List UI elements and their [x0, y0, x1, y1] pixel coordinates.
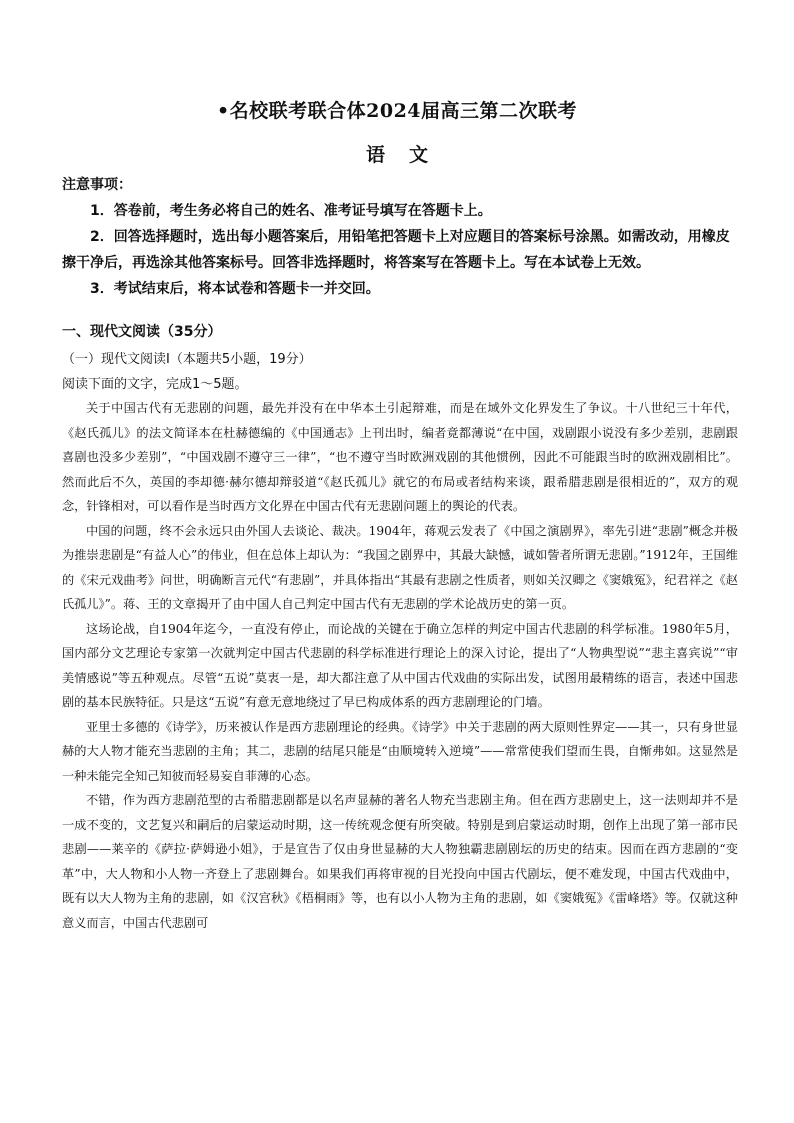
passage-paragraph: 不错，作为西方悲剧范型的古希腊悲剧都是以名声显赫的著名人物充当悲剧主角。但在西方悲剧史上，这一法则却并不是一成不变的，文艺复兴和嗣后的启蒙运动时期，这一传统观念便有所突破。特别是到启蒙运动时期，创作上出现了第一部市民悲剧——莱辛的《萨拉·萨姆逊小姐》，于是宣告了仅由身世显赫的大人物独霸悲剧剧坛的历史的结束。因而在西方悲剧的“变革”中，大人物和小人物一齐登上了悲剧舞台。如果我们再将审视的目光投向中国古代剧坛，便不难发现，中国古代戏曲中，既有以大人物为主角的悲剧，如《汉宫秋》《梧桐雨》等，也有以小人物为主角的悲剧，如《窦娥冤》《雷峰塔》等。仅就这种意义而言，中国古代悲剧可: [62, 793, 738, 930]
notice-item: 2．回答选择题时，选出每小题答案后，用铅笔把答题卡上对应题目的答案标号涂黑。如需改动，用橡皮擦干净后，再选涂其他答案标号。回答非选择题时，将答案写在答题卡上。写在本试卷上无效。: [62, 229, 730, 271]
notice-block: [62, 172, 742, 302]
notice-heading: 注意事项：: [62, 177, 132, 193]
subject-char-1: 语: [365, 144, 385, 166]
reading-passage: [62, 396, 738, 935]
notice-item: 3．考试结束后，将本试卷和答题卡一并交回。: [90, 281, 380, 297]
subject-char-2: 文: [409, 144, 429, 166]
section-heading: 一、现代文阅读（35分）: [62, 324, 222, 340]
subject-title: [0, 140, 794, 167]
passage-paragraph: 亚里士多德的《诗学》，历来被认作是西方悲剧理论的经典。《诗学》中关于悲剧的两大原则性界定——其一，只有身世显赫的大人物才能充当悲剧的主角；其二，悲剧的结尾只能是“由顺境转入逆境”——常常使我们望而生畏，自惭弗如。这显然是一种未能完全知己知彼而轻易妄自菲薄的心态。: [62, 719, 738, 783]
section-subheading: （一）现代文阅读Ⅰ（本题共5小题，19分）: [62, 352, 312, 367]
passage-paragraph: 关于中国古代有无悲剧的问题，最先并没有在中华本土引起辩难，而是在域外文化界发生了争议。十八世纪三十年代，《赵氏孤儿》的法文简译本在杜赫德编的《中国通志》上刊出时，编者竟都薄说“在中国，戏剧跟小说没有多少差别，悲剧跟喜剧也没多少差别”，“中国戏剧不遵守三一律”，“也不遵守当时欧洲戏剧的其他惯例，因此不可能跟当时的欧洲戏剧相比”。然而此后不久，英国的李却德·赫尔德却辩驳道“《赵氏孤儿》就它的布局或者结构来谈，跟希腊悲剧是很相近的”，双方的观念，针锋相对，可以看作是当时西方文化界在中国古代有无悲剧问题上的舆论的代表。: [62, 401, 738, 513]
notice-item: 1．答卷前，考生务必将自己的姓名、准考证号填写在答题卡上。: [90, 203, 492, 219]
exam-title: •名校联考联合体2024届高三第二次联考: [216, 100, 578, 122]
reading-instruction: 阅读下面的文字，完成1～5题。: [62, 377, 248, 392]
passage-paragraph: 中国的问题，终不会永远只由外国人去谈论、裁决。1904年，蒋观云发表了《中国之演剧界》，率先引进“悲剧”概念并极为推崇悲剧是“有益人心”的伟业，但在总体上却认为：“我国之剧界中，其最大缺憾，诚如訾者所谓无悲剧。”1912年，王国维的《宋元戏曲考》问世，明确断言元代“有悲剧”，并具体指出“其最有悲剧之性质者，则如关汉卿之《窦娥冤》，纪君祥之《赵氏孤儿》”。蒋、王的文章揭开了由中国人自己判定中国古代有无悲剧的学术论战历史的第一页。: [62, 523, 738, 611]
passage-paragraph: 这场论战，自1904年迄今，一直没有停止，而论战的关键在于确立怎样的判定中国古代悲剧的科学标准。1980年5月，国内部分文艺理论专家第一次就判定中国古代悲剧的科学标准进行理论上的深入讨论，提出了“人物典型说”“悲主喜宾说”“审美情感说”等五种观点。尽管“五说”莫衷一是，却大都注意了从中国古代戏曲的实际出发，试图用最精练的语言，表述中国悲剧的基本民族特征。只是这“五说”有意无意地绕过了早已构成体系的西方悲剧理论的门墙。: [62, 621, 738, 709]
